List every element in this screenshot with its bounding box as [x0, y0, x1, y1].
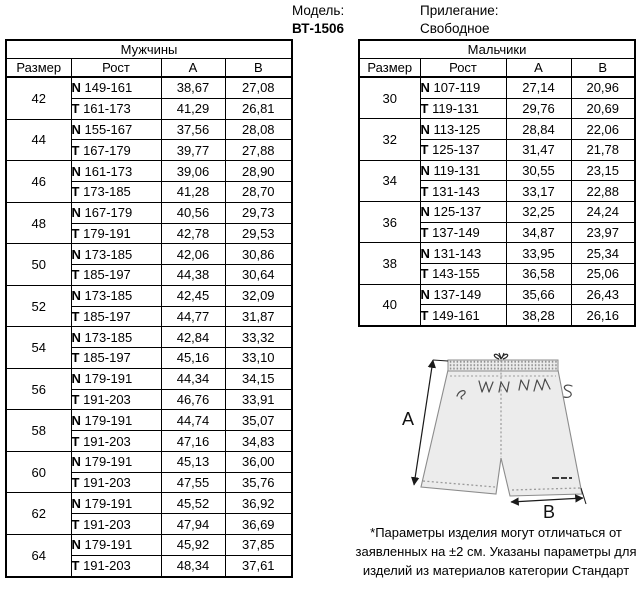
a-value-cell: 44,77	[161, 306, 225, 327]
size-cell: 56	[6, 368, 71, 410]
size-row	[6, 368, 292, 389]
a-value-cell: 28,84	[506, 119, 571, 140]
fit-label: Прилегание:	[420, 3, 499, 18]
footnote-line-1: *Параметры изделия могут отличаться от	[370, 525, 622, 540]
height-type: T	[71, 392, 80, 408]
b-value-cell: 30,86	[225, 244, 292, 265]
height-range-cell: N 173-185	[71, 327, 161, 348]
size-cell: 62	[6, 493, 71, 535]
size-cell: 38	[359, 243, 420, 284]
b-value-cell: 25,34	[571, 243, 635, 264]
height-type: N	[71, 412, 81, 428]
men-col-header-size: Размер	[6, 59, 71, 78]
height-type: N	[420, 245, 430, 261]
height-range-cell: N 113-125	[420, 119, 506, 140]
b-value-cell: 33,10	[225, 348, 292, 369]
height-type: N	[71, 329, 81, 345]
b-value-cell: 27,08	[225, 77, 292, 98]
height-range-cell: T 131-143	[420, 181, 506, 202]
size-row	[359, 243, 635, 264]
height-range-cell: T 191-203	[71, 472, 161, 493]
b-value-cell: 33,91	[225, 389, 292, 410]
a-value-cell: 36,58	[506, 263, 571, 284]
height-type: T	[420, 224, 429, 240]
b-value-cell: 34,15	[225, 368, 292, 389]
b-value-cell: 28,70	[225, 181, 292, 202]
size-row	[6, 77, 292, 98]
height-range-cell: N 125-137	[420, 201, 506, 222]
b-value-cell: 23,97	[571, 222, 635, 243]
a-dimension-label: A	[402, 409, 415, 429]
size-row	[359, 284, 635, 305]
a-value-cell: 44,38	[161, 265, 225, 286]
height-range-cell: T 185-197	[71, 348, 161, 369]
height-type: N	[71, 80, 81, 96]
men-col-header-b: В	[225, 59, 292, 78]
a-value-cell: 33,17	[506, 181, 571, 202]
boys-col-header-b: В	[571, 59, 635, 78]
b-value-cell: 33,32	[225, 327, 292, 348]
a-value-cell: 30,55	[506, 160, 571, 181]
height-range-cell: N 155-167	[71, 119, 161, 140]
a-value-cell: 39,06	[161, 161, 225, 182]
a-value-cell: 41,29	[161, 98, 225, 119]
size-row	[6, 119, 292, 140]
size-cell: 60	[6, 451, 71, 493]
boys-col-header-size: Размер	[359, 59, 420, 78]
a-value-cell: 45,92	[161, 535, 225, 556]
height-range-cell: T 191-203	[71, 431, 161, 452]
size-cell: 58	[6, 410, 71, 452]
b-value-cell: 23,15	[571, 160, 635, 181]
a-value-cell: 39,77	[161, 140, 225, 161]
height-type: T	[71, 225, 80, 241]
a-value-cell: 47,94	[161, 514, 225, 535]
b-value-cell: 28,08	[225, 119, 292, 140]
height-range-cell: T 137-149	[420, 222, 506, 243]
a-value-cell: 45,16	[161, 348, 225, 369]
height-type: T	[71, 350, 80, 366]
a-value-cell: 35,66	[506, 284, 571, 305]
b-value-cell: 36,00	[225, 451, 292, 472]
a-value-cell: 42,06	[161, 244, 225, 265]
b-value-cell: 22,88	[571, 181, 635, 202]
a-value-cell: 38,67	[161, 77, 225, 98]
b-value-cell: 26,81	[225, 98, 292, 119]
size-row	[359, 160, 635, 181]
b-value-cell: 37,85	[225, 535, 292, 556]
b-value-cell: 34,83	[225, 431, 292, 452]
a-value-cell: 38,28	[506, 305, 571, 326]
boys-table-header-row	[359, 59, 635, 78]
height-range-cell: N 179-191	[71, 410, 161, 431]
height-type: N	[71, 454, 81, 470]
height-type: N	[71, 371, 81, 387]
a-value-cell: 41,28	[161, 181, 225, 202]
b-value-cell: 35,76	[225, 472, 292, 493]
a-value-cell: 27,14	[506, 77, 571, 98]
height-range-cell: T 149-161	[420, 305, 506, 326]
b-value-cell: 24,24	[571, 201, 635, 222]
a-value-cell: 44,34	[161, 368, 225, 389]
height-range-cell: T 191-203	[71, 389, 161, 410]
height-type: T	[420, 183, 429, 199]
size-cell: 64	[6, 535, 71, 578]
a-value-cell: 31,47	[506, 140, 571, 161]
shorts-measurement-diagram	[395, 340, 637, 520]
height-type: N	[71, 122, 81, 138]
height-range-cell: T 185-197	[71, 306, 161, 327]
size-row	[359, 119, 635, 140]
b-value-cell: 20,69	[571, 98, 635, 119]
boys-table-title: Мальчики	[359, 40, 635, 59]
height-type: T	[71, 267, 80, 283]
b-value-cell: 36,69	[225, 514, 292, 535]
a-value-cell: 47,16	[161, 431, 225, 452]
men-size-table	[5, 39, 293, 578]
height-range-cell: T 143-155	[420, 263, 506, 284]
b-dimension-label: B	[543, 502, 556, 520]
height-type: T	[71, 475, 80, 491]
a-value-cell: 46,76	[161, 389, 225, 410]
b-value-cell: 37,61	[225, 555, 292, 577]
size-cell: 50	[6, 244, 71, 286]
height-type: T	[71, 308, 80, 324]
a-value-cell: 42,78	[161, 223, 225, 244]
b-value-cell: 31,87	[225, 306, 292, 327]
a-value-cell: 42,45	[161, 285, 225, 306]
height-type: T	[420, 142, 429, 158]
model-value: ВТ-1506	[292, 21, 345, 36]
size-row	[6, 327, 292, 348]
height-range-cell: T 167-179	[71, 140, 161, 161]
a-value-cell: 29,76	[506, 98, 571, 119]
a-value-cell: 33,95	[506, 243, 571, 264]
height-range-cell: T 191-203	[71, 555, 161, 577]
a-value-cell: 47,55	[161, 472, 225, 493]
size-cell: 54	[6, 327, 71, 369]
height-range-cell: T 125-137	[420, 140, 506, 161]
height-type: N	[420, 163, 430, 179]
height-range-cell: T 185-197	[71, 265, 161, 286]
b-value-cell: 35,07	[225, 410, 292, 431]
b-value-cell: 30,64	[225, 265, 292, 286]
height-range-cell: N 107-119	[420, 77, 506, 98]
height-type: T	[71, 142, 80, 158]
size-cell: 30	[359, 77, 420, 119]
a-arrow-top-tick	[433, 360, 448, 361]
height-type: N	[420, 286, 430, 302]
shorts-waistband	[448, 360, 558, 371]
footnote	[352, 523, 637, 580]
height-type: T	[71, 101, 80, 117]
b-value-cell: 20,96	[571, 77, 635, 98]
boys-size-table	[358, 39, 636, 327]
b-value-cell: 32,09	[225, 285, 292, 306]
fit-value: Свободное	[420, 21, 490, 36]
size-row	[6, 244, 292, 265]
size-cell: 42	[6, 77, 71, 119]
height-range-cell: N 137-149	[420, 284, 506, 305]
height-type: N	[71, 246, 81, 262]
size-cell: 48	[6, 202, 71, 244]
model-label: Модель:	[292, 3, 345, 18]
size-row	[6, 202, 292, 223]
height-type: N	[71, 288, 81, 304]
men-table-header-row	[6, 59, 292, 78]
drawstring-bow-icon	[494, 353, 507, 359]
size-cell: 34	[359, 160, 420, 201]
height-type: N	[420, 204, 430, 220]
a-value-cell: 48,34	[161, 555, 225, 577]
height-type: N	[420, 121, 430, 137]
a-value-cell: 42,84	[161, 327, 225, 348]
height-type: T	[71, 558, 80, 574]
height-type: T	[420, 266, 429, 282]
men-col-header-a: А	[161, 59, 225, 78]
height-range-cell: T 191-203	[71, 514, 161, 535]
height-type: T	[420, 307, 429, 323]
height-range-cell: N 179-191	[71, 368, 161, 389]
size-row	[359, 201, 635, 222]
size-row	[6, 493, 292, 514]
b-value-cell: 25,06	[571, 263, 635, 284]
size-row	[6, 410, 292, 431]
a-value-cell: 40,56	[161, 202, 225, 223]
height-range-cell: N 173-185	[71, 285, 161, 306]
height-range-cell: N 149-161	[71, 77, 161, 98]
size-row	[6, 451, 292, 472]
height-range-cell: N 173-185	[71, 244, 161, 265]
men-table-title-row	[6, 40, 292, 59]
b-value-cell: 27,88	[225, 140, 292, 161]
size-cell: 40	[359, 284, 420, 326]
height-type: N	[71, 537, 81, 553]
height-range-cell: N 131-143	[420, 243, 506, 264]
height-range-cell: T 161-173	[71, 98, 161, 119]
height-range-cell: N 179-191	[71, 493, 161, 514]
boys-table-title-row	[359, 40, 635, 59]
a-value-cell: 44,74	[161, 410, 225, 431]
footnote-line-2: заявленных на ±2 см. Указаны параметры для	[355, 544, 637, 559]
b-value-cell: 29,73	[225, 202, 292, 223]
b-value-cell: 28,90	[225, 161, 292, 182]
height-range-cell: T 173-185	[71, 181, 161, 202]
b-value-cell: 26,43	[571, 284, 635, 305]
b-value-cell: 36,92	[225, 493, 292, 514]
height-type: T	[71, 433, 80, 449]
size-cell: 52	[6, 285, 71, 327]
height-type: T	[420, 101, 429, 117]
size-cell: 44	[6, 119, 71, 161]
a-value-cell: 34,87	[506, 222, 571, 243]
height-type: T	[71, 516, 80, 532]
footnote-line-3: изделий из материалов категории Стандарт	[362, 563, 630, 578]
size-row	[6, 285, 292, 306]
b-arrow-right-tick	[581, 488, 586, 504]
height-type: T	[71, 184, 80, 200]
a-value-cell: 37,56	[161, 119, 225, 140]
height-type: N	[71, 205, 81, 221]
size-row	[359, 77, 635, 98]
size-row	[6, 535, 292, 556]
height-range-cell: T 119-131	[420, 98, 506, 119]
height-type: N	[71, 163, 81, 179]
b-value-cell: 29,53	[225, 223, 292, 244]
b-value-cell: 21,78	[571, 140, 635, 161]
a-value-cell: 45,52	[161, 493, 225, 514]
size-cell: 46	[6, 161, 71, 203]
height-range-cell: T 179-191	[71, 223, 161, 244]
b-value-cell: 26,16	[571, 305, 635, 326]
height-range-cell: N 167-179	[71, 202, 161, 223]
height-range-cell: N 179-191	[71, 451, 161, 472]
size-cell: 36	[359, 201, 420, 242]
b-value-cell: 22,06	[571, 119, 635, 140]
height-type: N	[71, 495, 81, 511]
a-value-cell: 45,13	[161, 451, 225, 472]
boys-col-header-height: Рост	[420, 59, 506, 78]
height-range-cell: N 179-191	[71, 535, 161, 556]
boys-col-header-a: А	[506, 59, 571, 78]
height-range-cell: N 119-131	[420, 160, 506, 181]
height-type: N	[420, 80, 430, 96]
a-value-cell: 32,25	[506, 201, 571, 222]
men-col-header-height: Рост	[71, 59, 161, 78]
men-table-title: Мужчины	[6, 40, 292, 59]
size-cell: 32	[359, 119, 420, 160]
height-range-cell: N 161-173	[71, 161, 161, 182]
size-row	[6, 161, 292, 182]
